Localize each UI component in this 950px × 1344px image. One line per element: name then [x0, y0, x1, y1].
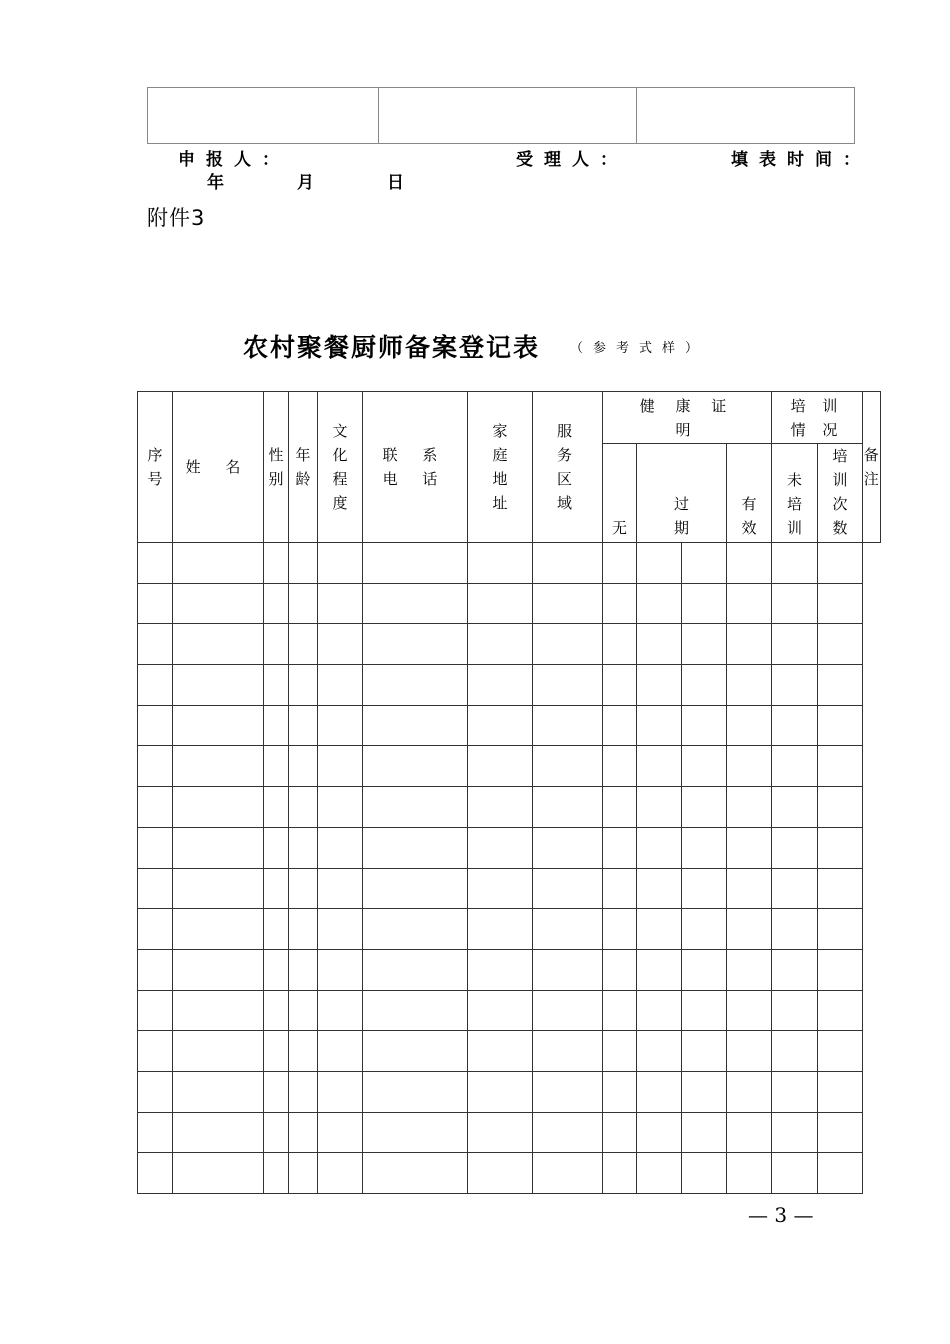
table-cell[interactable]	[682, 909, 727, 950]
table-cell[interactable]	[772, 543, 818, 584]
table-cell[interactable]	[637, 949, 682, 990]
table-cell[interactable]	[818, 665, 863, 706]
table-cell[interactable]	[682, 1153, 727, 1194]
table-cell[interactable]	[173, 746, 264, 787]
table-cell[interactable]	[138, 909, 173, 950]
table-row	[138, 1153, 881, 1194]
table-cell[interactable]	[289, 583, 318, 624]
table-cell[interactable]	[138, 583, 173, 624]
month-label: 月	[297, 173, 314, 193]
table-cell[interactable]	[818, 990, 863, 1031]
table-cell[interactable]	[318, 746, 363, 787]
table-cell[interactable]	[318, 949, 363, 990]
table-cell[interactable]	[637, 1112, 682, 1153]
table-cell[interactable]	[818, 543, 863, 584]
table-cell[interactable]	[727, 543, 772, 584]
table-cell[interactable]	[138, 543, 173, 584]
table-cell[interactable]	[264, 665, 289, 706]
table-cell[interactable]	[772, 705, 818, 746]
table-cell[interactable]	[318, 1153, 363, 1194]
table-cell[interactable]	[468, 705, 533, 746]
table-cell[interactable]	[289, 787, 318, 828]
table-cell[interactable]	[533, 827, 603, 868]
table-cell[interactable]	[682, 665, 727, 706]
table-cell[interactable]	[264, 787, 289, 828]
header-health-none: 无	[603, 444, 637, 543]
table-cell[interactable]	[603, 1153, 637, 1194]
table-cell[interactable]	[289, 1031, 318, 1072]
table-cell[interactable]	[818, 583, 863, 624]
table-cell[interactable]	[533, 909, 603, 950]
page-number: — 3 —	[748, 1203, 814, 1227]
table-cell[interactable]	[468, 909, 533, 950]
table-cell[interactable]	[603, 868, 637, 909]
table-cell[interactable]	[138, 705, 173, 746]
table-cell[interactable]	[363, 624, 468, 665]
form-title: 农村聚餐厨师备案登记表	[243, 333, 541, 362]
table-cell[interactable]	[173, 827, 264, 868]
table-cell[interactable]	[772, 583, 818, 624]
header-seq: 序号	[138, 392, 173, 543]
header-education: 文化程度	[318, 392, 363, 543]
table-cell[interactable]	[682, 583, 727, 624]
table-cell[interactable]	[772, 1031, 818, 1072]
table-cell[interactable]	[772, 787, 818, 828]
table-cell[interactable]	[289, 868, 318, 909]
table-cell[interactable]	[363, 1071, 468, 1112]
table-cell[interactable]	[318, 990, 363, 1031]
table-cell[interactable]	[318, 705, 363, 746]
table-cell[interactable]	[603, 909, 637, 950]
table-cell[interactable]	[173, 949, 264, 990]
table-cell[interactable]	[468, 990, 533, 1031]
attachment-label: 附件3	[147, 206, 206, 230]
table-cell[interactable]	[289, 949, 318, 990]
table-cell[interactable]	[138, 624, 173, 665]
table-cell[interactable]	[468, 827, 533, 868]
table-cell[interactable]	[363, 949, 468, 990]
table-cell[interactable]	[363, 1112, 468, 1153]
table-row	[138, 1031, 881, 1072]
table-cell[interactable]	[289, 1112, 318, 1153]
table-cell[interactable]	[173, 1031, 264, 1072]
table-cell[interactable]	[264, 705, 289, 746]
table-cell[interactable]	[603, 1071, 637, 1112]
table-cell[interactable]	[363, 990, 468, 1031]
table-cell[interactable]	[533, 949, 603, 990]
table-cell[interactable]	[603, 543, 637, 584]
table-cell[interactable]	[772, 949, 818, 990]
table-cell[interactable]	[603, 1112, 637, 1153]
remnant-cell	[379, 88, 637, 144]
table-cell[interactable]	[533, 583, 603, 624]
table-cell[interactable]	[682, 1031, 727, 1072]
header-phone: 联 系 电 话	[363, 392, 468, 543]
table-cell[interactable]	[363, 1153, 468, 1194]
table-cell[interactable]	[818, 909, 863, 950]
table-cell[interactable]	[727, 665, 772, 706]
table-cell[interactable]	[289, 990, 318, 1031]
table-cell[interactable]	[772, 909, 818, 950]
table-cell[interactable]	[468, 746, 533, 787]
table-cell[interactable]	[289, 1153, 318, 1194]
table-cell[interactable]	[138, 1031, 173, 1072]
header-gender: 性别	[264, 392, 289, 543]
table-cell[interactable]	[818, 624, 863, 665]
table-cell[interactable]	[138, 787, 173, 828]
table-cell[interactable]	[772, 827, 818, 868]
table-cell[interactable]	[264, 1071, 289, 1112]
table-cell[interactable]	[637, 990, 682, 1031]
remnant-cell	[637, 88, 855, 144]
table-row	[138, 949, 881, 990]
table-cell[interactable]	[772, 665, 818, 706]
table-cell[interactable]	[533, 1112, 603, 1153]
table-cell[interactable]	[173, 909, 264, 950]
table-cell[interactable]	[138, 1112, 173, 1153]
table-cell[interactable]	[533, 746, 603, 787]
previous-form-table-remnant	[147, 87, 855, 144]
table-cell[interactable]	[138, 746, 173, 787]
table-cell[interactable]	[603, 705, 637, 746]
table-cell[interactable]	[533, 868, 603, 909]
table-cell[interactable]	[682, 624, 727, 665]
table-cell[interactable]	[468, 583, 533, 624]
table-cell[interactable]	[727, 1112, 772, 1153]
table-cell[interactable]	[468, 868, 533, 909]
table-cell[interactable]	[603, 827, 637, 868]
table-cell[interactable]	[637, 705, 682, 746]
table-cell[interactable]	[264, 583, 289, 624]
table-cell[interactable]	[603, 665, 637, 706]
table-cell[interactable]	[603, 583, 637, 624]
table-cell[interactable]	[533, 624, 603, 665]
table-row	[138, 1071, 881, 1112]
table-cell[interactable]	[264, 909, 289, 950]
table-row	[138, 583, 881, 624]
table-cell[interactable]	[727, 624, 772, 665]
table-cell[interactable]	[468, 949, 533, 990]
table-cell[interactable]	[682, 787, 727, 828]
table-cell[interactable]	[173, 665, 264, 706]
table-cell[interactable]	[173, 1153, 264, 1194]
table-cell[interactable]	[138, 1071, 173, 1112]
table-cell[interactable]	[818, 949, 863, 990]
table-cell[interactable]	[727, 1071, 772, 1112]
table-cell[interactable]	[637, 624, 682, 665]
table-cell[interactable]	[468, 787, 533, 828]
table-cell[interactable]	[772, 624, 818, 665]
table-cell[interactable]	[637, 787, 682, 828]
table-cell[interactable]	[264, 827, 289, 868]
table-cell[interactable]	[772, 1153, 818, 1194]
table-cell[interactable]	[318, 665, 363, 706]
table-row	[138, 543, 881, 584]
table-cell[interactable]	[138, 827, 173, 868]
table-cell[interactable]	[603, 1031, 637, 1072]
table-cell[interactable]	[727, 787, 772, 828]
table-cell[interactable]	[818, 1153, 863, 1194]
table-cell[interactable]	[289, 705, 318, 746]
table-cell[interactable]	[682, 746, 727, 787]
table-cell[interactable]	[468, 543, 533, 584]
table-cell[interactable]	[173, 624, 264, 665]
table-cell[interactable]	[363, 787, 468, 828]
table-cell[interactable]	[363, 1031, 468, 1072]
table-cell[interactable]	[727, 583, 772, 624]
table-cell[interactable]	[533, 543, 603, 584]
table-cell[interactable]	[289, 827, 318, 868]
day-label: 日	[387, 173, 404, 193]
table-cell[interactable]	[363, 583, 468, 624]
header-name: 姓 名	[173, 392, 264, 543]
table-cell[interactable]	[533, 1153, 603, 1194]
header-remarks: 备注	[863, 392, 881, 543]
table-cell[interactable]	[363, 543, 468, 584]
table-row	[138, 909, 881, 950]
table-cell[interactable]	[727, 868, 772, 909]
table-cell[interactable]	[818, 827, 863, 868]
table-cell[interactable]	[727, 949, 772, 990]
table-cell[interactable]	[533, 787, 603, 828]
table-cell[interactable]	[318, 1112, 363, 1153]
table-cell[interactable]	[727, 746, 772, 787]
table-cell[interactable]	[727, 705, 772, 746]
table-cell[interactable]	[289, 909, 318, 950]
table-cell[interactable]	[138, 868, 173, 909]
fill-time-label: 填表时间：	[731, 150, 871, 170]
table-cell[interactable]	[637, 868, 682, 909]
table-cell[interactable]	[682, 827, 727, 868]
table-cell[interactable]	[318, 1031, 363, 1072]
table-cell[interactable]	[603, 624, 637, 665]
table-cell[interactable]	[264, 1153, 289, 1194]
table-cell[interactable]	[682, 543, 727, 584]
table-cell[interactable]	[727, 909, 772, 950]
table-cell[interactable]	[289, 746, 318, 787]
registration-table	[137, 391, 881, 1194]
table-cell[interactable]	[727, 990, 772, 1031]
table-cell[interactable]	[682, 1112, 727, 1153]
table-cell[interactable]	[264, 543, 289, 584]
table-cell[interactable]	[264, 1031, 289, 1072]
table-row	[138, 827, 881, 868]
table-cell[interactable]	[637, 543, 682, 584]
table-cell[interactable]	[772, 1071, 818, 1112]
table-cell[interactable]	[603, 746, 637, 787]
table-cell[interactable]	[173, 868, 264, 909]
table-cell[interactable]	[682, 1071, 727, 1112]
table-cell[interactable]	[173, 990, 264, 1031]
header-training-count: 培训次数	[818, 444, 863, 543]
table-cell[interactable]	[318, 868, 363, 909]
table-cell[interactable]	[533, 990, 603, 1031]
table-cell[interactable]	[468, 624, 533, 665]
table-cell[interactable]	[173, 787, 264, 828]
table-cell[interactable]	[363, 909, 468, 950]
table-cell[interactable]	[637, 665, 682, 706]
form-subtitle: （参考式样）	[570, 341, 709, 356]
reporter-label: 申报人：	[178, 150, 290, 170]
table-cell[interactable]	[637, 909, 682, 950]
table-cell[interactable]	[289, 1071, 318, 1112]
table-cell[interactable]	[772, 1112, 818, 1153]
table-cell[interactable]	[318, 909, 363, 950]
table-cell[interactable]	[138, 1153, 173, 1194]
table-cell[interactable]	[818, 746, 863, 787]
table-cell[interactable]	[318, 543, 363, 584]
table-cell[interactable]	[682, 705, 727, 746]
table-cell[interactable]	[637, 827, 682, 868]
table-cell[interactable]	[637, 1031, 682, 1072]
table-cell[interactable]	[603, 990, 637, 1031]
table-cell[interactable]	[637, 1153, 682, 1194]
table-cell[interactable]	[264, 990, 289, 1031]
table-cell[interactable]	[173, 1071, 264, 1112]
table-cell[interactable]	[682, 990, 727, 1031]
table-cell[interactable]	[682, 949, 727, 990]
table-cell[interactable]	[468, 1071, 533, 1112]
table-row	[138, 990, 881, 1031]
table-cell[interactable]	[533, 665, 603, 706]
table-cell[interactable]	[173, 583, 264, 624]
table-cell[interactable]	[289, 624, 318, 665]
table-cell[interactable]	[772, 868, 818, 909]
table-body	[138, 543, 881, 1194]
table-cell[interactable]	[264, 746, 289, 787]
year-label: 年	[207, 173, 224, 193]
table-cell[interactable]	[363, 868, 468, 909]
header-training: 培 训 情 况	[772, 392, 863, 444]
table-cell[interactable]	[318, 787, 363, 828]
table-cell[interactable]	[637, 746, 682, 787]
table-cell[interactable]	[138, 665, 173, 706]
header-address: 家庭地址	[468, 392, 533, 543]
remnant-cell	[148, 88, 379, 144]
table-cell[interactable]	[603, 787, 637, 828]
table-row	[138, 787, 881, 828]
table-cell[interactable]	[818, 705, 863, 746]
table-cell[interactable]	[727, 1153, 772, 1194]
table-cell[interactable]	[772, 990, 818, 1031]
header-age: 年龄	[289, 392, 318, 543]
table-row	[138, 624, 881, 665]
table-cell[interactable]	[682, 868, 727, 909]
table-cell[interactable]	[637, 1071, 682, 1112]
header-training-none: 未培训	[772, 444, 818, 543]
table-cell[interactable]	[533, 1031, 603, 1072]
table-cell[interactable]	[318, 1071, 363, 1112]
table-cell[interactable]	[818, 1031, 863, 1072]
table-cell[interactable]	[637, 583, 682, 624]
table-cell[interactable]	[772, 746, 818, 787]
table-cell[interactable]	[318, 624, 363, 665]
table-cell[interactable]	[318, 583, 363, 624]
table-cell[interactable]	[173, 1112, 264, 1153]
table-cell[interactable]	[264, 624, 289, 665]
table-cell[interactable]	[818, 787, 863, 828]
table-cell[interactable]	[468, 1112, 533, 1153]
table-cell[interactable]	[363, 827, 468, 868]
table-cell[interactable]	[363, 705, 468, 746]
header-health-cert: 健 康 证 明	[603, 392, 772, 444]
table-cell[interactable]	[363, 665, 468, 706]
header-health-expired: 过期	[637, 444, 727, 543]
table-cell[interactable]	[289, 543, 318, 584]
table-cell[interactable]	[533, 705, 603, 746]
table-cell[interactable]	[138, 949, 173, 990]
table-cell[interactable]	[289, 665, 318, 706]
table-row	[138, 665, 881, 706]
header-service-area: 服 务 区 域	[533, 392, 603, 543]
table-cell[interactable]	[318, 827, 363, 868]
table-cell[interactable]	[818, 868, 863, 909]
table-cell[interactable]	[533, 1071, 603, 1112]
table-row	[138, 868, 881, 909]
acceptor-label: 受理人：	[516, 150, 628, 170]
table-cell[interactable]	[264, 868, 289, 909]
table-cell[interactable]	[727, 827, 772, 868]
table-cell[interactable]	[468, 1153, 533, 1194]
table-cell[interactable]	[727, 1031, 772, 1072]
table-row	[138, 705, 881, 746]
table-cell[interactable]	[468, 665, 533, 706]
table-row	[138, 746, 881, 787]
table-cell[interactable]	[468, 1031, 533, 1072]
table-cell[interactable]	[363, 746, 468, 787]
table-cell[interactable]	[173, 705, 264, 746]
table-cell[interactable]	[264, 949, 289, 990]
table-row	[138, 1112, 881, 1153]
table-cell[interactable]	[818, 1071, 863, 1112]
table-cell[interactable]	[603, 949, 637, 990]
table-cell[interactable]	[138, 990, 173, 1031]
table-cell[interactable]	[264, 1112, 289, 1153]
table-cell[interactable]	[173, 543, 264, 584]
table-cell[interactable]	[818, 1112, 863, 1153]
header-health-valid: 有效	[727, 444, 772, 543]
